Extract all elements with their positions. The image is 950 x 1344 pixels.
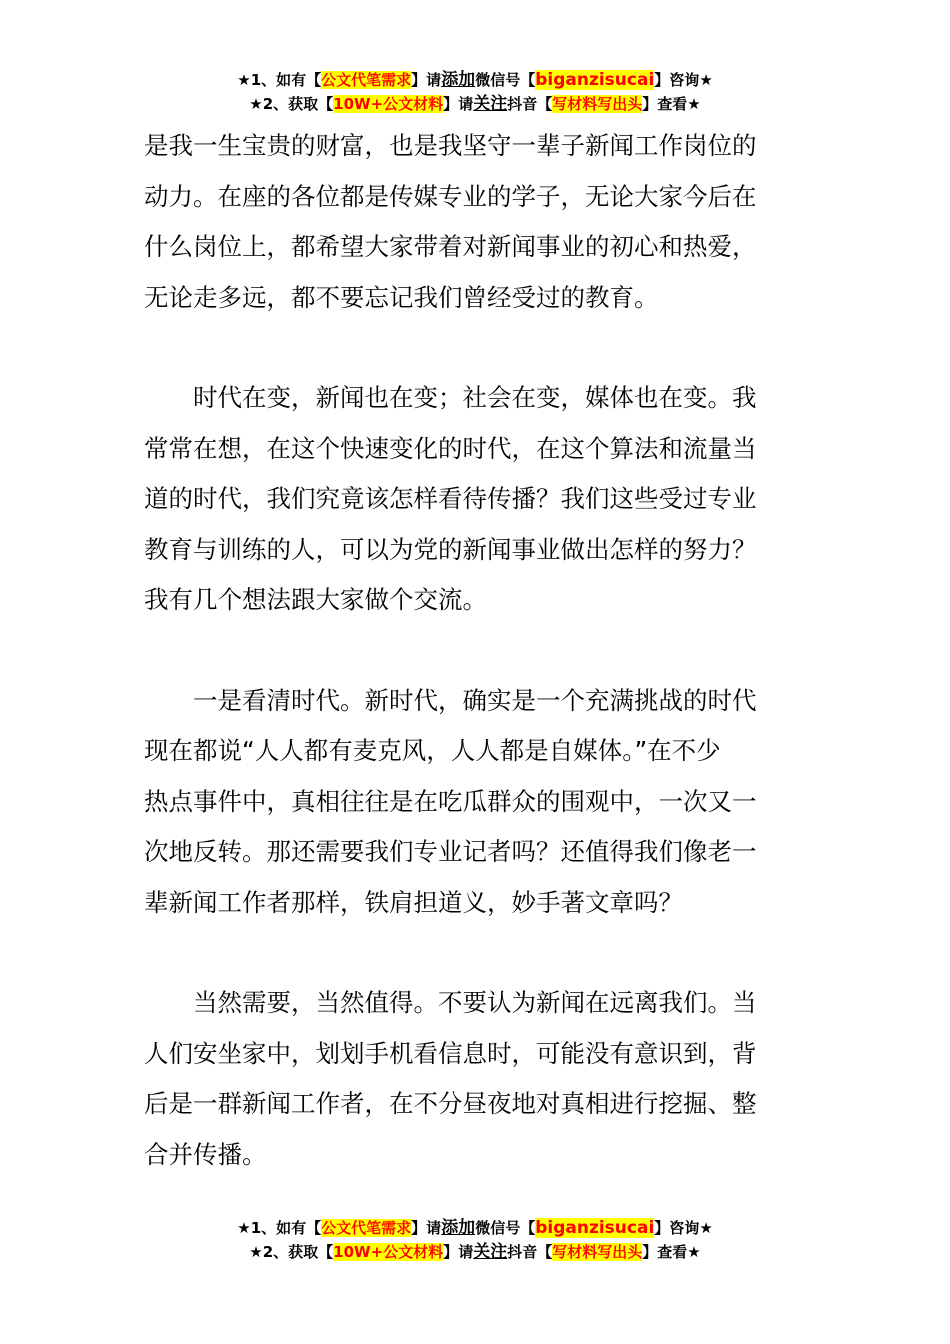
text-line: 道的时代，我们究竟该怎样看待传播？我们这些受过专业 [144,484,757,513]
text-line: 辈新闻工作者那样，铁肩担道义，妙手著文章吗？ [144,887,683,917]
bracket: 】 [642,1243,658,1261]
promo-text: 抖音 [507,1243,538,1261]
text-line: 什么岗位上，都希望大家带着对新闻事业的初心和热爱， [144,232,757,261]
text-line: 我有几个想法跟大家做个交流。 [144,585,487,614]
bracket: 【 [537,1243,553,1261]
promo-text: 请 [426,71,442,89]
highlight-douyin-id: 写材料写出头 [552,95,643,113]
promo-text: 请 [426,1219,442,1237]
promo-text: 微信号 [475,1219,521,1237]
text-line: 教育与训练的人，可以为党的新闻事业做出怎样的努力？ [144,534,757,564]
promo-line-1 [0,68,950,92]
bracket: 】 [642,95,658,113]
star-icon: ★ [237,71,251,89]
star-icon: ★ [249,1243,263,1261]
text-line: 是我一生宝贵的财富，也是我坚守一辈子新闻工作岗位的 [144,131,757,160]
text-line: 热点事件中，真相往往是在吃瓜群众的围观中，一次又一 [144,786,757,816]
promo-text: 咨询 [669,1219,700,1237]
promo-text: 咨询 [669,71,700,89]
bracket: 】 [654,71,670,89]
highlight-materials: 10W+公文材料 [333,95,444,113]
document-body [144,121,808,1230]
bracket: 【 [537,95,553,113]
paragraph [144,978,808,1180]
promo-text: 2、获取 [262,95,319,113]
highlight-materials: 10W+公文材料 [333,1243,444,1261]
promo-emphasis: 添加 [441,1218,476,1238]
promo-text: 请 [458,1243,474,1261]
promo-emphasis: 添加 [441,70,476,90]
text-line: 后是一群新闻工作者，在不分昼夜地对真相进行挖掘、整 [144,1089,757,1118]
text-line: 动力。在座的各位都是传媒专业的学子，无论大家今后在 [144,181,757,211]
highlight-wechat-id: biganzisucai [535,70,655,90]
highlight-douyin-id: 写材料写出头 [552,1243,643,1261]
promo-text: 查看 [657,95,688,113]
promo-text: 微信号 [475,71,521,89]
bracket: 】 [411,1219,427,1237]
text-line: 时代在变，新闻也在变；社会在变，媒体也在变。我 [144,383,757,412]
highlight-service: 公文代笔需求 [321,71,412,89]
bracket: 】 [443,95,459,113]
text-line: 无论走多远，都不要忘记我们曾经受过的教育。 [144,282,659,312]
bracket: 】 [654,1219,670,1237]
bracket: 【 [520,71,536,89]
promo-emphasis: 关注 [473,1242,508,1262]
text-line: 人们安坐家中，划划手机看信息时，可能没有意识到，背 [144,1038,757,1068]
bracket: 【 [318,1243,334,1261]
highlight-wechat-id: biganzisucai [535,1218,655,1238]
promo-text: 抖音 [507,95,538,113]
promo-line-2 [0,1240,950,1264]
promo-line-1 [0,1216,950,1240]
promo-text: 2、获取 [262,1243,319,1261]
star-icon: ★ [249,95,263,113]
star-icon: ★ [687,1243,701,1261]
star-icon: ★ [237,1219,251,1237]
bracket: 【 [306,71,322,89]
star-icon: ★ [687,95,701,113]
star-icon: ★ [699,71,713,89]
text-line: 一是看清时代。新时代，确实是一个充满挑战的时代 [144,685,757,715]
star-icon: ★ [699,1219,713,1237]
bracket: 【 [306,1219,322,1237]
text-line: 常常在想，在这个快速变化的时代，在这个算法和流量当 [144,433,757,463]
text-line: 次地反转。那还需要我们专业记者吗？还值得我们像老一 [144,837,757,866]
bracket: 【 [318,95,334,113]
paragraph [144,373,808,626]
promo-text: 1、如有 [250,1219,307,1237]
promo-text: 1、如有 [250,71,307,89]
paragraph [144,121,808,323]
text-line: 合并传播。 [144,1139,267,1169]
promo-text: 查看 [657,1243,688,1261]
highlight-service: 公文代笔需求 [321,1219,412,1237]
header-promo [0,68,950,116]
promo-emphasis: 关注 [473,94,508,114]
bracket: 】 [443,1243,459,1261]
text-line: 现在都说“人人都有麦克风，人人都是自媒体。”在不少 [144,736,721,765]
paragraph [144,676,808,929]
promo-text: 请 [458,95,474,113]
footer-promo [0,1216,950,1264]
bracket: 【 [520,1219,536,1237]
bracket: 】 [411,71,427,89]
text-line: 当然需要，当然值得。不要认为新闻在远离我们。当 [144,988,757,1017]
promo-line-2 [0,92,950,116]
